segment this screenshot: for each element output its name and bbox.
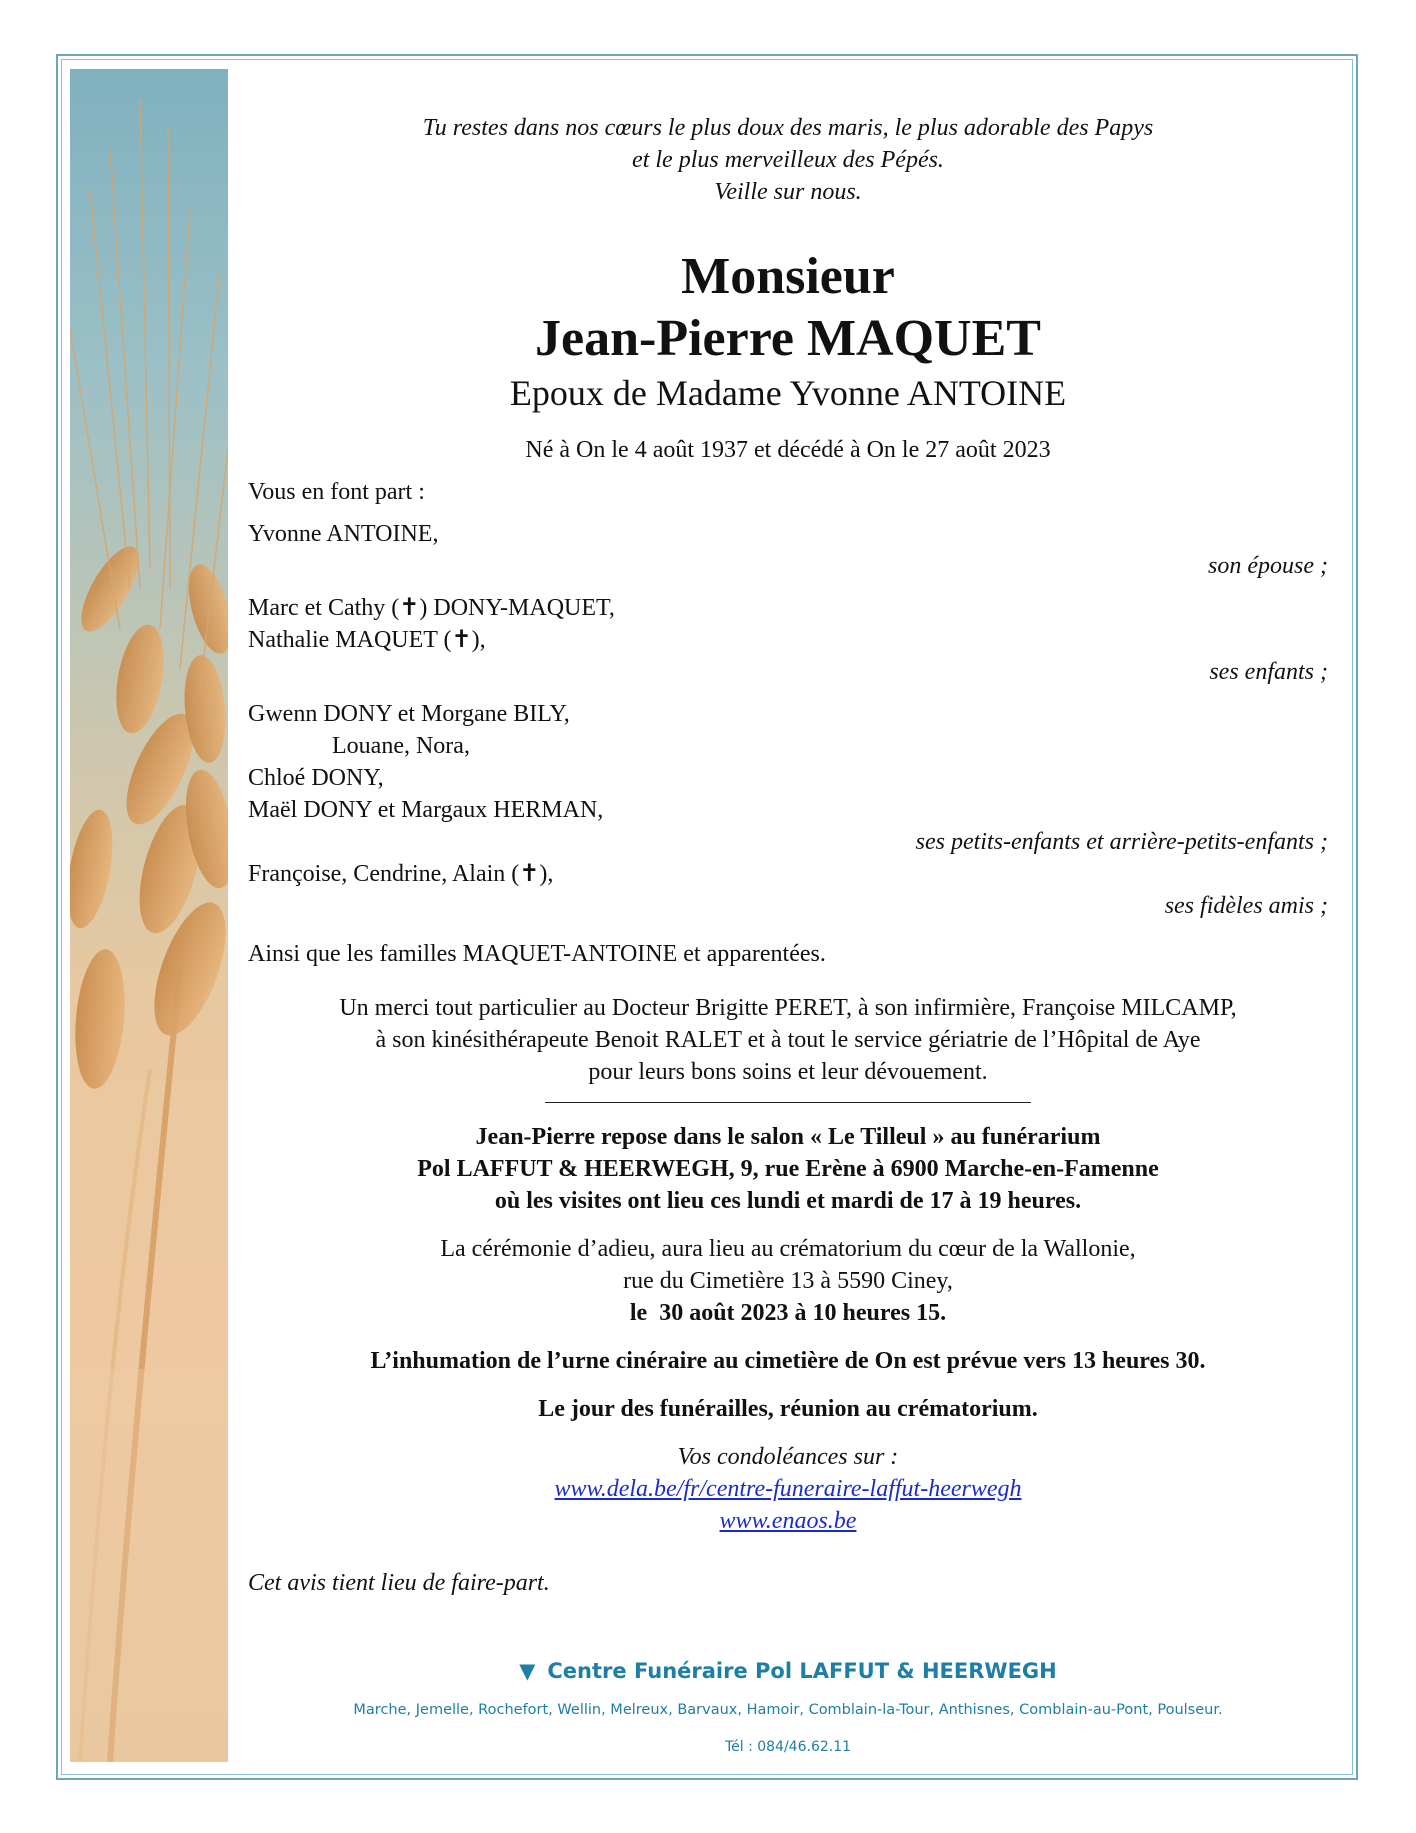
funeral-home-phone: Tél : 084/46.62.11 [724,1739,852,1755]
family-name: Nathalie MAQUET (✝), [248,627,486,653]
wheat-illustration [70,69,228,1762]
separator-line [545,1102,1031,1103]
family-relation: ses petits-enfants et arrière-petits-enfants ; [915,829,1328,855]
family-relation: son épouse ; [1208,553,1328,579]
obituary-content [248,112,1328,1599]
triangle-down-icon: ▼ [519,1659,536,1683]
family-relation: ses enfants ; [1209,659,1328,685]
deceased-name: Jean-Pierre MAQUET [535,310,1041,367]
reunion-info: Le jour des funérailles, réunion au crématorium. [538,1396,1038,1422]
family-name: Maël DONY et Margaux HERMAN, [248,797,604,823]
epitaph-line: Tu restes dans nos cœurs le plus doux des maris, le plus adorable des Papys [422,115,1154,141]
condolences-link-enaos[interactable]: www.enaos.be [719,1508,857,1534]
wheat-image-strip [70,69,228,1762]
family-group [248,858,1328,922]
family-group [248,698,1328,858]
family-name: Marc et Cathy (✝) DONY-MAQUET, [248,595,615,621]
thanks-line: pour leurs bons soins et leur dévouement. [588,1059,988,1085]
family-group [248,592,1328,688]
condolences-link-dela[interactable]: www.dela.be/fr/centre-funeraire-laffut-heerwegh [554,1476,1022,1502]
families-line: Ainsi que les familles MAQUET-ANTOINE et apparentées. [248,941,826,967]
thanks-line: Un merci tout particulier au Docteur Brigitte PERET, à son infirmière, Françoise MILCAMP, [339,995,1237,1021]
honorific: Monsieur [681,248,895,305]
funeral-home-towns: Marche, Jemelle, Rochefort, Wellin, Melreux, Barvaux, Hamoir, Comblain-la-Tour, Anthisnes, Comblain-au-Pont, Poulseur. [353,1702,1223,1718]
condolences-links [248,1473,1328,1537]
ceremony-info [248,1233,1328,1329]
ceremony-line: La cérémonie d’adieu, aura lieu au crématorium du cœur de la Wallonie, [440,1236,1136,1262]
ceremony-line: rue du Cimetière 13 à 5590 Ciney, [623,1268,953,1294]
funeral-home-name [248,1659,1328,1683]
announcement-intro: Vous en font part : [248,479,425,505]
notice-text: Cet avis tient lieu de faire-part. [248,1570,550,1596]
birth-death-dates: Né à On le 4 août 1937 et décédé à On le 27 août 2023 [525,437,1051,463]
thanks-paragraph [248,992,1328,1088]
family-name: Françoise, Cendrine, Alain (✝), [248,861,554,887]
epitaph [248,112,1328,208]
family-name: Chloé DONY, [248,765,384,791]
visitation-line: Pol LAFFUT & HEERWEGH, 9, rue Erène à 6900 Marche-en-Famenne [417,1156,1159,1182]
funeral-home-label: Centre Funéraire Pol LAFFUT & HEERWEGH [547,1659,1057,1683]
visitation-line: où les visites ont lieu ces lundi et mardi de 17 à 19 heures. [494,1188,1082,1214]
epitaph-line: Veille sur nous. [714,179,862,205]
visitation-info [248,1121,1328,1217]
family-group [248,518,1328,582]
epitaph-line: et le plus merveilleux des Pépés. [632,147,944,173]
family-name: Yvonne ANTOINE, [248,521,439,547]
ceremony-date: le 30 août 2023 à 10 heures 15. [629,1300,947,1326]
thanks-line: à son kinésithérapeute Benoit RALET et à tout le service gériatrie de l’Hôpital de Aye [375,1027,1201,1053]
burial-info: L’inhumation de l’urne cinéraire au cimetière de On est prévue vers 13 heures 30. [370,1348,1206,1374]
condolences-label: Vos condoléances sur : [677,1444,899,1470]
spouse-line: Epoux de Madame Yvonne ANTOINE [509,373,1067,413]
family-name: Gwenn DONY et Morgane BILY, [248,701,570,727]
visitation-line: Jean-Pierre repose dans le salon « Le Tilleul » au funérarium [475,1124,1101,1150]
family-name: Louane, Nora, [332,733,470,759]
family-relation: ses fidèles amis ; [1164,893,1328,919]
